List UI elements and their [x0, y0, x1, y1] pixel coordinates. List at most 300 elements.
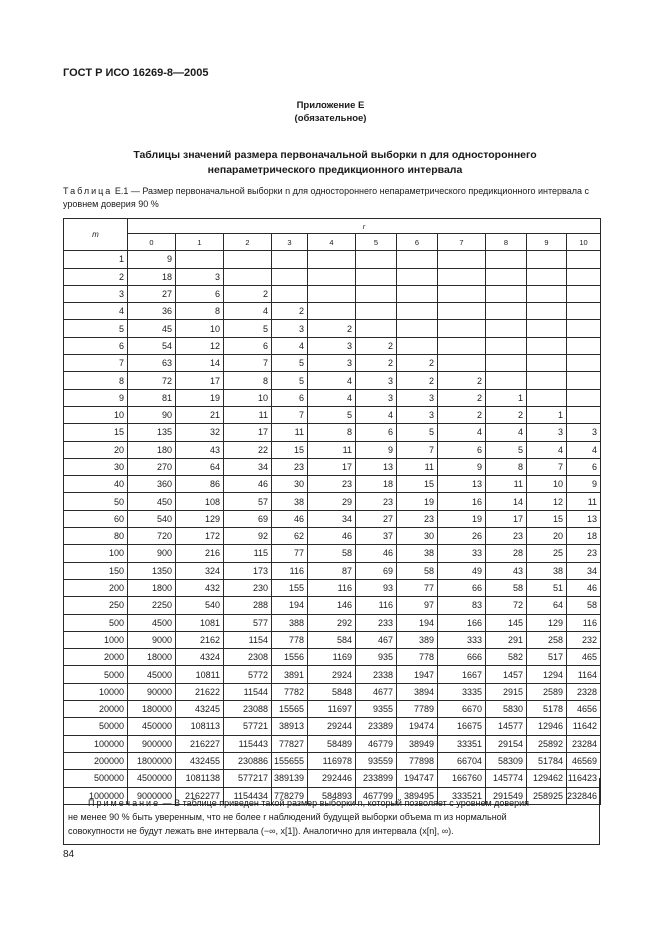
n-value-cell: 14 [176, 355, 224, 372]
n-value-cell: 6 [438, 441, 486, 458]
n-value-cell: 3 [397, 389, 438, 406]
n-value-cell: 30 [397, 528, 438, 545]
n-value-cell: 38949 [397, 735, 438, 752]
sample-size-table [63, 218, 601, 805]
n-value-cell: 129462 [527, 770, 567, 787]
table-body [64, 251, 601, 805]
n-value-cell: 38 [527, 562, 567, 579]
n-value-cell: 19 [397, 493, 438, 510]
n-value-cell: 666 [438, 649, 486, 666]
n-value-cell: 4 [438, 424, 486, 441]
n-value-cell: 46779 [356, 735, 397, 752]
n-value-cell: 21 [176, 406, 224, 423]
n-value-cell: 72 [486, 597, 527, 614]
n-value-cell: 8 [308, 424, 356, 441]
n-value-cell: 36 [128, 303, 176, 320]
n-value-cell: 467 [356, 631, 397, 648]
r-value-header: 8 [486, 234, 527, 251]
n-value-cell: 63 [128, 355, 176, 372]
n-value-cell: 270 [128, 458, 176, 475]
n-value-cell: 1081138 [176, 770, 224, 787]
n-value-cell: 46 [567, 579, 601, 596]
n-value-cell [397, 251, 438, 268]
n-value-cell: 935 [356, 649, 397, 666]
n-value-cell [527, 320, 567, 337]
n-value-cell: 8 [486, 458, 527, 475]
table-row [64, 701, 601, 718]
n-value-cell [527, 303, 567, 320]
n-value-cell: 7 [272, 406, 308, 423]
n-value-cell: 46 [224, 476, 272, 493]
table-row [64, 372, 601, 389]
appendix-subtitle: (обязательное) [294, 113, 367, 124]
n-value-cell: 4500 [128, 614, 176, 631]
n-value-cell: 18000 [128, 649, 176, 666]
table-caption-text: Е.1 — Размер первоначальной выборки n для одностороннего непараметрического предикционного интервала с уровнем доверия 90 % [63, 186, 589, 209]
n-value-cell: 15565 [272, 701, 308, 718]
n-value-cell: 23 [308, 476, 356, 493]
n-value-cell: 3891 [272, 666, 308, 683]
n-value-cell: 54 [128, 337, 176, 354]
n-value-cell: 1294 [527, 666, 567, 683]
table-row [64, 718, 601, 735]
n-value-cell [567, 320, 601, 337]
n-value-cell: 51 [527, 579, 567, 596]
n-value-cell: 58 [567, 597, 601, 614]
n-value-cell [486, 337, 527, 354]
n-value-cell: 2915 [486, 683, 527, 700]
n-value-cell: 37 [356, 528, 397, 545]
n-value-cell: 7 [397, 441, 438, 458]
m-cell: 60 [64, 510, 128, 527]
n-value-cell: 7789 [397, 701, 438, 718]
n-value-cell: 216 [176, 545, 224, 562]
n-value-cell: 517 [527, 649, 567, 666]
n-value-cell: 19 [438, 510, 486, 527]
n-value-cell: 258 [527, 631, 567, 648]
n-value-cell: 10 [527, 476, 567, 493]
n-value-cell: 7 [224, 355, 272, 372]
n-value-cell: 20 [527, 528, 567, 545]
n-value-cell [486, 355, 527, 372]
r-value-header: 7 [438, 234, 486, 251]
m-cell: 50000 [64, 718, 128, 735]
n-value-cell: 3 [308, 337, 356, 354]
n-value-cell: 230886 [224, 752, 272, 769]
n-value-cell: 540 [128, 510, 176, 527]
n-value-cell: 582 [486, 649, 527, 666]
m-cell: 250 [64, 597, 128, 614]
n-value-cell [486, 303, 527, 320]
n-value-cell: 4 [224, 303, 272, 320]
n-value-cell: 2328 [567, 683, 601, 700]
n-value-cell: 778279 [272, 787, 308, 804]
n-value-cell [567, 406, 601, 423]
r-value-header: 4 [308, 234, 356, 251]
n-value-cell: 38 [272, 493, 308, 510]
m-cell: 40 [64, 476, 128, 493]
n-value-cell: 22 [224, 441, 272, 458]
n-value-cell: 2162 [176, 631, 224, 648]
n-value-cell: 2 [356, 355, 397, 372]
n-value-cell: 232846 [567, 787, 601, 804]
table-caption [63, 185, 603, 211]
n-value-cell: 69 [356, 562, 397, 579]
n-value-cell: 1667 [438, 666, 486, 683]
n-value-cell: 292446 [308, 770, 356, 787]
n-value-cell: 3 [356, 372, 397, 389]
n-value-cell: 10 [224, 389, 272, 406]
n-value-cell: 145774 [486, 770, 527, 787]
n-value-cell: 64 [176, 458, 224, 475]
n-value-cell: 288 [224, 597, 272, 614]
n-value-cell [438, 337, 486, 354]
n-value-cell: 17 [176, 372, 224, 389]
n-value-cell: 11 [486, 476, 527, 493]
n-value-cell: 13 [438, 476, 486, 493]
n-value-cell: 26 [438, 528, 486, 545]
n-value-cell: 58 [397, 562, 438, 579]
n-value-cell: 6 [567, 458, 601, 475]
table-row [64, 683, 601, 700]
n-value-cell [397, 303, 438, 320]
n-value-cell: 10 [176, 320, 224, 337]
n-value-cell: 6 [176, 285, 224, 302]
n-value-cell: 17 [224, 424, 272, 441]
n-value-cell: 3894 [397, 683, 438, 700]
n-value-cell: 93 [356, 579, 397, 596]
n-value-cell: 38913 [272, 718, 308, 735]
n-value-cell: 360 [128, 476, 176, 493]
n-value-cell: 1154 [224, 631, 272, 648]
n-value-cell: 23 [356, 493, 397, 510]
n-value-cell: 900000 [128, 735, 176, 752]
table-row [64, 389, 601, 406]
n-value-cell [486, 268, 527, 285]
n-value-cell [567, 389, 601, 406]
n-value-cell: 33351 [438, 735, 486, 752]
m-cell: 9 [64, 389, 128, 406]
n-value-cell: 27 [128, 285, 176, 302]
n-value-cell: 27 [356, 510, 397, 527]
n-value-cell: 43245 [176, 701, 224, 718]
r-value-header: 1 [176, 234, 224, 251]
n-value-cell [272, 251, 308, 268]
m-cell: 500000 [64, 770, 128, 787]
n-value-cell: 23088 [224, 701, 272, 718]
n-value-cell: 46 [308, 528, 356, 545]
n-value-cell: 4656 [567, 701, 601, 718]
m-cell: 80 [64, 528, 128, 545]
n-value-cell: 19474 [397, 718, 438, 735]
n-value-cell: 81 [128, 389, 176, 406]
n-value-cell: 1169 [308, 649, 356, 666]
n-value-cell [356, 285, 397, 302]
n-value-cell: 46569 [567, 752, 601, 769]
n-value-cell [356, 268, 397, 285]
n-value-cell: 216227 [176, 735, 224, 752]
n-value-cell [527, 355, 567, 372]
table-row [64, 666, 601, 683]
n-value-cell [567, 285, 601, 302]
n-value-cell: 5 [397, 424, 438, 441]
m-cell: 7 [64, 355, 128, 372]
n-value-cell: 49 [438, 562, 486, 579]
m-cell: 1000000 [64, 787, 128, 804]
m-cell: 30 [64, 458, 128, 475]
n-value-cell [308, 285, 356, 302]
n-value-cell: 2589 [527, 683, 567, 700]
r-column-header: r [128, 219, 601, 234]
n-value-cell: 34 [224, 458, 272, 475]
n-value-cell: 467799 [356, 787, 397, 804]
n-value-cell: 11697 [308, 701, 356, 718]
n-value-cell: 11 [567, 493, 601, 510]
n-value-cell: 23389 [356, 718, 397, 735]
n-value-cell: 2 [438, 372, 486, 389]
n-value-cell: 166 [438, 614, 486, 631]
n-value-cell: 13 [356, 458, 397, 475]
table-row [64, 458, 601, 475]
n-value-cell: 23284 [567, 735, 601, 752]
r-values-row [64, 234, 601, 251]
n-value-cell [527, 337, 567, 354]
n-value-cell [308, 268, 356, 285]
n-value-cell: 90 [128, 406, 176, 423]
m-cell: 200 [64, 579, 128, 596]
n-value-cell: 230 [224, 579, 272, 596]
n-value-cell: 97 [397, 597, 438, 614]
n-value-cell: 25892 [527, 735, 567, 752]
n-value-cell: 389495 [397, 787, 438, 804]
n-value-cell: 12946 [527, 718, 567, 735]
n-value-cell: 43 [486, 562, 527, 579]
n-value-cell: 900 [128, 545, 176, 562]
n-value-cell: 5178 [527, 701, 567, 718]
n-value-cell: 11544 [224, 683, 272, 700]
document-code: ГОСТ Р ИСО 16269-8—2005 [63, 67, 209, 79]
n-value-cell: 180 [128, 441, 176, 458]
n-value-cell: 77898 [397, 752, 438, 769]
n-value-cell: 9355 [356, 701, 397, 718]
n-value-cell [567, 372, 601, 389]
n-value-cell: 4 [308, 372, 356, 389]
n-value-cell: 1457 [486, 666, 527, 683]
n-value-cell: 23 [486, 528, 527, 545]
n-value-cell: 1154434 [224, 787, 272, 804]
n-value-cell: 38 [397, 545, 438, 562]
n-value-cell: 5 [308, 406, 356, 423]
m-cell: 2000 [64, 649, 128, 666]
table-row [64, 337, 601, 354]
n-value-cell [438, 285, 486, 302]
n-value-cell: 45000 [128, 666, 176, 683]
m-cell: 500 [64, 614, 128, 631]
n-value-cell [176, 251, 224, 268]
n-value-cell: 11 [272, 424, 308, 441]
n-value-cell [397, 320, 438, 337]
n-value-cell: 58309 [486, 752, 527, 769]
n-value-cell: 29244 [308, 718, 356, 735]
n-value-cell: 18 [567, 528, 601, 545]
n-value-cell [397, 337, 438, 354]
n-value-cell: 1 [527, 406, 567, 423]
m-cell: 20 [64, 441, 128, 458]
n-value-cell: 1556 [272, 649, 308, 666]
n-value-cell: 2 [438, 389, 486, 406]
n-value-cell: 34 [308, 510, 356, 527]
n-value-cell [272, 285, 308, 302]
m-cell: 100000 [64, 735, 128, 752]
r-value-header: 5 [356, 234, 397, 251]
n-value-cell: 15 [397, 476, 438, 493]
n-value-cell: 115 [224, 545, 272, 562]
n-value-cell: 18 [128, 268, 176, 285]
n-value-cell: 9 [356, 441, 397, 458]
n-value-cell: 233899 [356, 770, 397, 787]
n-value-cell: 465 [567, 649, 601, 666]
n-value-cell [438, 251, 486, 268]
n-value-cell: 8 [176, 303, 224, 320]
m-cell: 8 [64, 372, 128, 389]
note-line-1: — В таблице приведен такой размер выборки n, который позволяет с уровнем доверия [162, 798, 529, 808]
n-value-cell: 3 [272, 320, 308, 337]
n-value-cell [567, 337, 601, 354]
n-value-cell: 2 [224, 285, 272, 302]
n-value-cell: 9 [438, 458, 486, 475]
n-value-cell: 77 [272, 545, 308, 562]
table-row [64, 285, 601, 302]
n-value-cell: 778 [272, 631, 308, 648]
n-value-cell: 29154 [486, 735, 527, 752]
n-value-cell: 9000 [128, 631, 176, 648]
n-value-cell: 146 [308, 597, 356, 614]
n-value-cell: 2 [308, 320, 356, 337]
n-value-cell: 10811 [176, 666, 224, 683]
n-value-cell: 577 [224, 614, 272, 631]
m-cell: 5000 [64, 666, 128, 683]
n-value-cell: 2338 [356, 666, 397, 683]
n-value-cell: 116 [272, 562, 308, 579]
n-value-cell: 778 [397, 649, 438, 666]
n-value-cell: 540 [176, 597, 224, 614]
table-row [64, 510, 601, 527]
n-value-cell: 389139 [272, 770, 308, 787]
n-value-cell: 5772 [224, 666, 272, 683]
n-value-cell: 6 [224, 337, 272, 354]
r-value-header: 2 [224, 234, 272, 251]
r-value-header: 10 [567, 234, 601, 251]
n-value-cell: 6 [272, 389, 308, 406]
n-value-cell: 14 [486, 493, 527, 510]
n-value-cell: 129 [176, 510, 224, 527]
n-value-cell: 90000 [128, 683, 176, 700]
n-value-cell: 1081 [176, 614, 224, 631]
m-cell: 10 [64, 406, 128, 423]
n-value-cell: 11 [397, 458, 438, 475]
n-value-cell: 116978 [308, 752, 356, 769]
n-value-cell [567, 355, 601, 372]
n-value-cell: 2250 [128, 597, 176, 614]
n-value-cell: 8 [224, 372, 272, 389]
n-value-cell [438, 355, 486, 372]
n-value-cell: 291549 [486, 787, 527, 804]
n-value-cell: 2 [272, 303, 308, 320]
n-value-cell: 3 [308, 355, 356, 372]
n-value-cell: 432 [176, 579, 224, 596]
n-value-cell: 1947 [397, 666, 438, 683]
n-value-cell: 33 [438, 545, 486, 562]
n-value-cell: 46 [272, 510, 308, 527]
n-value-cell: 72 [128, 372, 176, 389]
m-cell: 200000 [64, 752, 128, 769]
n-value-cell: 58 [308, 545, 356, 562]
n-value-cell: 145 [486, 614, 527, 631]
n-value-cell: 3335 [438, 683, 486, 700]
n-value-cell: 51784 [527, 752, 567, 769]
n-value-cell: 83 [438, 597, 486, 614]
n-value-cell: 11 [308, 441, 356, 458]
table-row [64, 493, 601, 510]
n-value-cell [308, 303, 356, 320]
n-value-cell: 5848 [308, 683, 356, 700]
table-row [64, 597, 601, 614]
n-value-cell [486, 285, 527, 302]
table-row [64, 320, 601, 337]
n-value-cell: 30 [272, 476, 308, 493]
n-value-cell: 116 [356, 597, 397, 614]
table-row [64, 355, 601, 372]
n-value-cell: 5 [272, 355, 308, 372]
n-value-cell: 17 [308, 458, 356, 475]
table-row [64, 441, 601, 458]
m-cell: 6 [64, 337, 128, 354]
n-value-cell: 17 [486, 510, 527, 527]
m-cell: 10000 [64, 683, 128, 700]
n-value-cell [224, 268, 272, 285]
n-value-cell: 333 [438, 631, 486, 648]
table-row [64, 476, 601, 493]
n-value-cell [397, 268, 438, 285]
n-value-cell [486, 372, 527, 389]
n-value-cell: 108113 [176, 718, 224, 735]
n-value-cell: 720 [128, 528, 176, 545]
n-value-cell: 4 [272, 337, 308, 354]
n-value-cell [438, 320, 486, 337]
n-value-cell: 5 [224, 320, 272, 337]
n-value-cell [438, 268, 486, 285]
m-cell: 5 [64, 320, 128, 337]
n-value-cell: 77 [397, 579, 438, 596]
n-value-cell: 1 [486, 389, 527, 406]
m-cell: 4 [64, 303, 128, 320]
n-value-cell: 4 [308, 389, 356, 406]
n-value-cell: 584893 [308, 787, 356, 804]
n-value-cell: 21622 [176, 683, 224, 700]
r-value-header: 0 [128, 234, 176, 251]
n-value-cell [272, 268, 308, 285]
table-row [64, 649, 601, 666]
n-value-cell: 23 [567, 545, 601, 562]
n-value-cell: 3 [397, 406, 438, 423]
n-value-cell: 23 [397, 510, 438, 527]
n-value-cell: 2924 [308, 666, 356, 683]
n-value-cell: 58489 [308, 735, 356, 752]
n-value-cell: 66 [438, 579, 486, 596]
r-value-header: 6 [397, 234, 438, 251]
n-value-cell: 324 [176, 562, 224, 579]
table-row [64, 251, 601, 268]
